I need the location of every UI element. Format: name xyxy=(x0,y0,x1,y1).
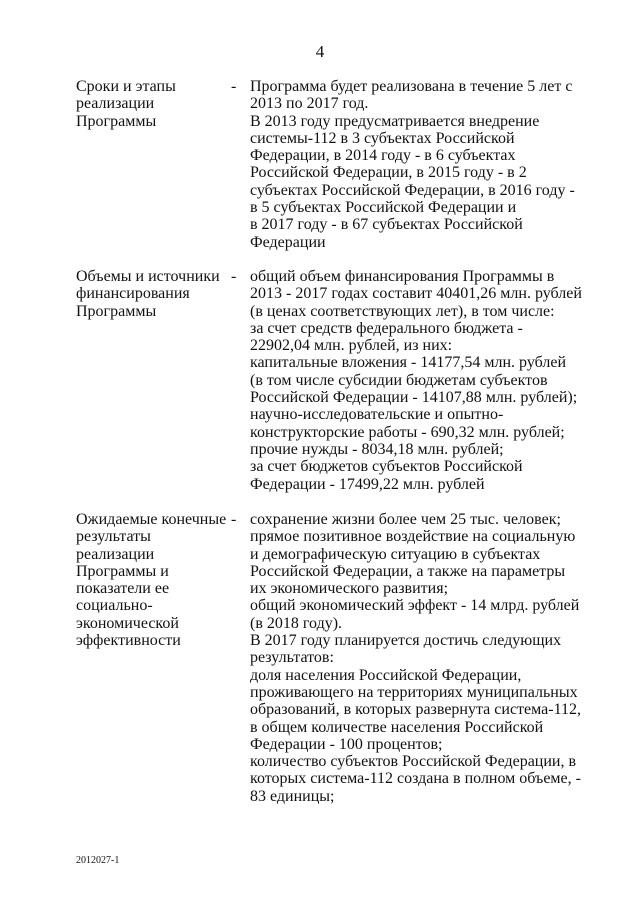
content-line: (в 2018 году). xyxy=(250,614,343,632)
content-line: капитальные вложения - 14177,54 млн. рублей xyxy=(250,354,566,372)
label-line: Ожидаемые конечные xyxy=(76,511,227,528)
content-line: доля населения Российской Федерации, xyxy=(250,666,522,684)
label-line: реализации xyxy=(76,545,155,563)
label-line: результаты xyxy=(76,528,151,546)
section-label xyxy=(76,78,226,130)
content-line: Федерации xyxy=(250,233,326,251)
content-line: Федерации, в 2014 году - в 6 субъектах xyxy=(250,147,516,165)
content-line: проживающего на территориях муниципальных xyxy=(250,683,578,701)
label-line: Программы xyxy=(76,112,157,130)
content-line: за счет бюджетов субъектов Российской xyxy=(250,458,523,476)
label-line: Программы xyxy=(76,302,157,320)
content-line: 2013 по 2017 год. xyxy=(250,95,369,113)
content-line: сохранение жизни более чем 25 тыс. человек; xyxy=(250,511,561,528)
content-line: 2013 - 2017 годах составит 40401,26 млн. рублей xyxy=(250,285,582,303)
section-label xyxy=(76,511,226,649)
label-line: реализации xyxy=(76,95,155,113)
content-line: В 2017 году планируется достичь следующих xyxy=(250,632,562,650)
content-line: 83 единицы; xyxy=(250,787,335,805)
page-number: 4 xyxy=(315,42,325,61)
content-line: 22902,04 млн. рублей, из них: xyxy=(250,337,453,355)
content-line: (в том числе субсидии бюджетам субъектов xyxy=(250,371,548,389)
content-line: прочие нужды - 8034,18 млн. рублей; xyxy=(250,440,504,458)
content-line: образований, в которых развернута система-112, xyxy=(250,701,581,719)
content-line: Программа будет реализована в течение 5 лет с xyxy=(250,78,573,95)
label-line: финансирования xyxy=(76,285,190,303)
section-dash: - xyxy=(231,268,237,285)
section-content xyxy=(250,511,580,805)
content-line: Федерации - 17499,22 млн. рублей xyxy=(250,475,485,493)
section-label xyxy=(76,268,226,320)
content-line: в общем количестве населения Российской xyxy=(250,718,544,736)
content-line: в 2017 году - в 67 субъектах Российской xyxy=(250,216,523,234)
label-line: эффективности xyxy=(76,632,181,650)
label-line: экономической xyxy=(76,614,179,632)
label-line: социально- xyxy=(76,597,153,615)
content-line: научно-исследовательские и опытно- xyxy=(250,406,504,424)
content-line: в 5 субъектах Российской Федерации и xyxy=(250,199,517,217)
label-line: Программы и xyxy=(76,562,169,580)
content-line: и демографическую ситуацию в субъектах xyxy=(250,545,541,563)
section-dash: - xyxy=(231,78,237,95)
section-content xyxy=(250,268,580,493)
section-dash: - xyxy=(231,511,237,528)
content-line: Федерации - 100 процентов; xyxy=(250,735,443,753)
section-content xyxy=(250,78,580,251)
content-line: субъектах Российской Федерации, в 2016 году - xyxy=(250,181,575,199)
content-line: Российской Федерации, а также на параметры xyxy=(250,562,566,580)
label-line: показатели ее xyxy=(76,580,170,598)
content-line: их экономического развития; xyxy=(250,580,449,598)
content-line: результатов: xyxy=(250,649,334,667)
content-line: прямое позитивное воздействие на социальную xyxy=(250,528,576,546)
content-line: которых система-112 создана в полном объеме, - xyxy=(250,770,581,788)
content-line: (в ценах соответствующих лет), в том числе: xyxy=(250,302,555,320)
content-line: за счет средств федерального бюджета - xyxy=(250,319,523,337)
label-line: Объемы и источники xyxy=(76,268,220,285)
content-line: конструкторские работы - 690,32 млн. рублей; xyxy=(250,423,565,441)
content-line: общий объем финансирования Программы в xyxy=(250,268,555,285)
content-line: количество субъектов Российской Федерации, в xyxy=(250,753,577,771)
content-line: системы-112 в 3 субъектах Российской xyxy=(250,129,515,147)
content-line: общий экономический эффект - 14 млрд. рублей xyxy=(250,597,580,615)
label-line: Сроки и этапы xyxy=(76,78,176,95)
content-line: Российской Федерации, в 2015 году - в 2 xyxy=(250,164,527,182)
document-code: 2012027-1 xyxy=(76,855,120,866)
content-line: В 2013 году предусматривается внедрение xyxy=(250,112,540,130)
content-line: Российской Федерации - 14107,88 млн. рублей); xyxy=(250,389,578,407)
